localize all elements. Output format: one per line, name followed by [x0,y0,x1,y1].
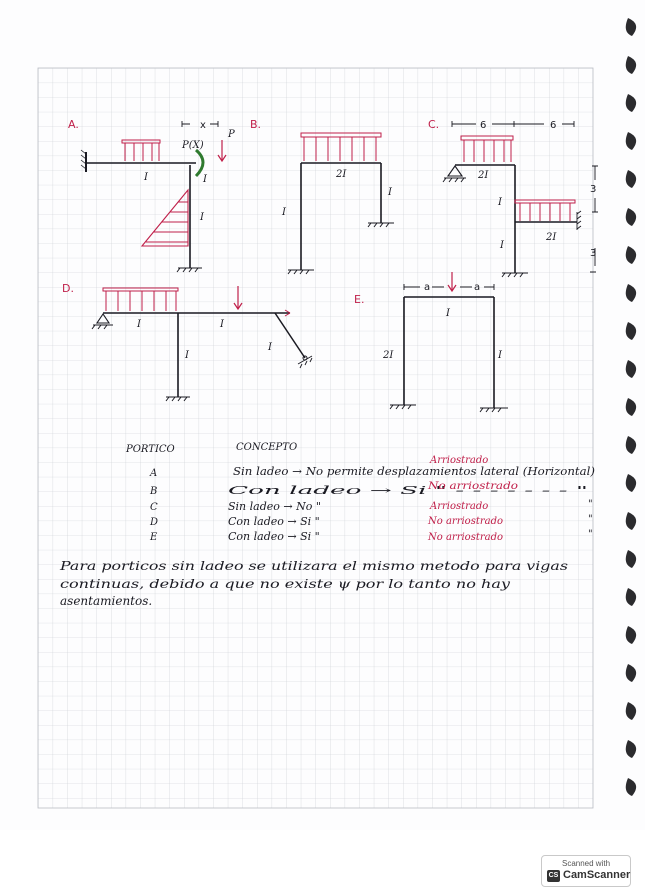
table-row-d-note: No arriostrado [428,516,504,527]
frame-e-left-col: 2I [383,350,394,361]
frame-a-dim-x: x [200,120,206,131]
frame-b-label: B. [250,118,262,131]
frame-c-h-top: 3 [590,184,597,195]
frame-a-col-I: I [200,212,204,223]
frame-a-p-label: P [228,129,235,140]
table-row-c-ditto: " [588,499,593,510]
table-header-portico: PORTICO [126,444,175,455]
frame-b-right-col: I [388,187,392,198]
note-line-3: asentamientos. [60,594,153,608]
frame-c-span-right: 6 [550,120,557,131]
frame-d-label: D. [62,282,74,295]
frame-d-col: I [185,350,189,361]
frame-a-load-label: P(X) [182,140,204,151]
paper-grid [38,68,593,808]
frame-c-cant: 2I [546,232,557,243]
table-row-e-text: Con ladeo → Si " [228,530,320,543]
frame-c-col-low: I [500,240,504,251]
frame-c-label: C. [428,118,440,131]
frame-c-col: I [498,197,502,208]
frame-c-h-bottom: 3 [590,248,597,259]
note-line-1: Para porticos sin ladeo se utilizara el mismo metodo para vigas [58,559,569,573]
table-header-concepto: CONCEPTO [236,442,298,453]
watermark-app-name: CamScanner [563,869,631,881]
camscanner-logo-icon: CS [547,870,560,882]
frame-e-span-left: a [424,282,431,293]
frame-a-joint-I: I [203,174,207,185]
frame-d-strut: I [268,342,272,353]
table-row-b-text: Con ladeo → Si " - - - - - - - " [228,484,588,497]
frame-c-beam: 2I [478,170,489,181]
frame-b-beam: 2I [336,169,347,180]
frame-e-span-right: a [474,282,481,293]
table-row-a-note: Arriostrado [430,455,489,466]
frame-c-span-left: 6 [480,120,487,131]
table-row-d-label: D [150,517,159,528]
frame-e-label: E. [354,293,365,306]
table-row-b-note: No arriostrado [426,481,518,492]
frame-a-label: A. [68,118,79,131]
frame-a-beam-I: I [144,172,148,183]
frame-b-left-col: I [282,207,286,218]
table-row-a-label: A [150,468,158,479]
table-row-c-note: Arriostrado [430,501,489,512]
note-line-2: continuas, debido a que no existe ψ por lo tanto no hay [60,577,511,591]
table-row-a-text: Sin ladeo → No permite desplazamientos lateral (Horizontal) [233,465,595,478]
frame-d-beam-right: I [220,319,224,330]
table-row-c-label: C [150,502,158,513]
frame-e-right-col: I [498,350,502,361]
frame-d-beam-left: I [137,319,141,330]
camscanner-watermark [541,855,631,887]
table-row-e-ditto: " [588,529,593,540]
frame-e-beam: I [446,308,450,319]
table-row-c-text: Sin ladeo → No " [228,500,321,513]
table-row-e-note: No arriostrado [428,532,504,543]
table-row-e-label: E [150,532,158,543]
watermark-top-text: Scanned with [561,859,611,868]
table-row-d-text: Con ladeo → Si " [228,515,320,528]
table-row-b-label: B [150,486,158,497]
table-row-d-ditto: " [588,514,593,525]
